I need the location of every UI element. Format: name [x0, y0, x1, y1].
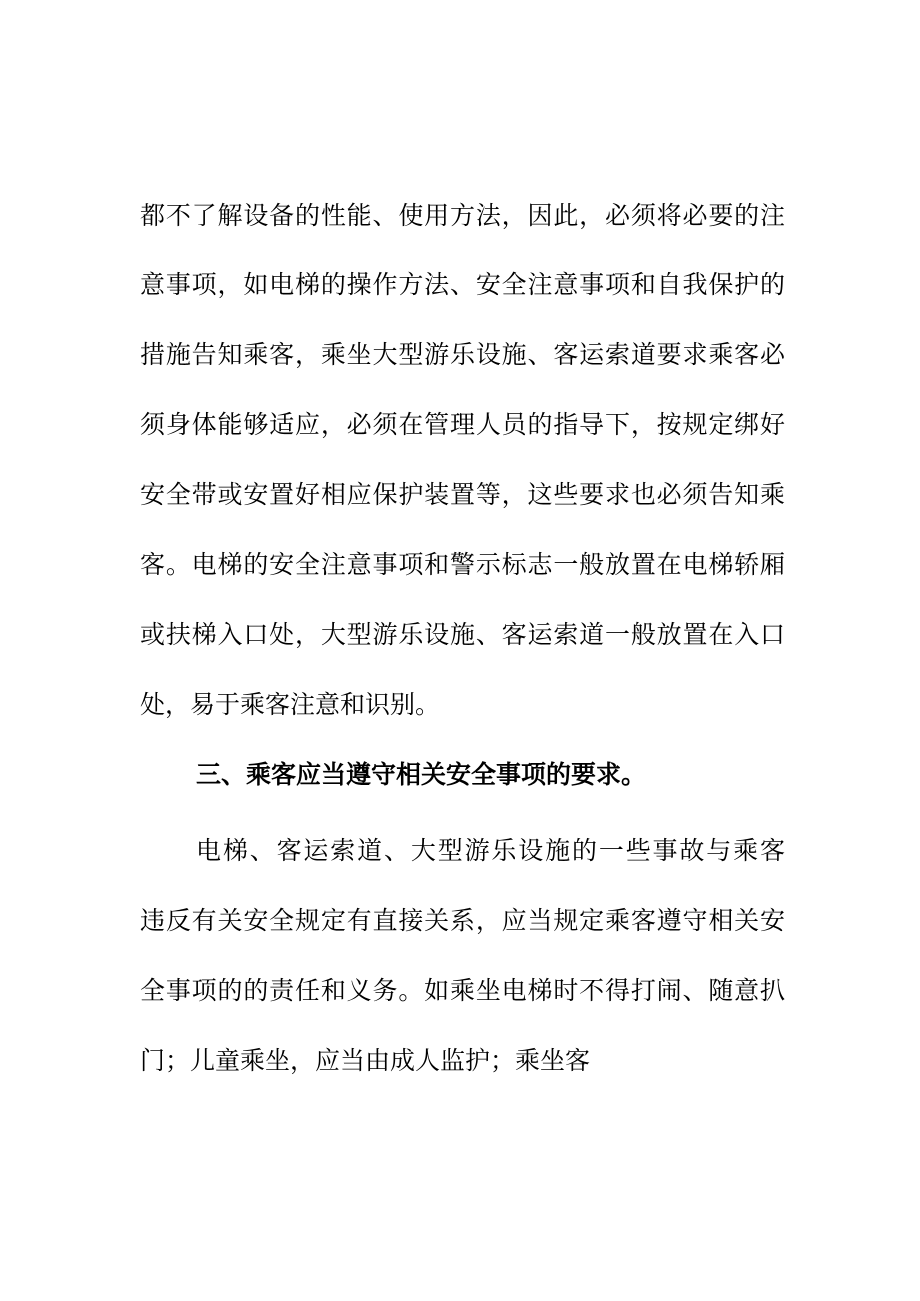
- paragraph-2-line-3: 全事项的的责任和义务。如乘坐电梯时不得打闹、随意扒: [140, 976, 785, 1005]
- paragraph-1-line-8: 处，易于乘客注意和识别。: [140, 690, 441, 719]
- paragraph-2-line-2: 违反有关安全规定有直接关系，应当规定乘客遵守相关安: [140, 906, 785, 935]
- paragraph-1-line-7: 或扶梯入口处，大型游乐设施、客运索道一般放置在入口: [140, 620, 785, 649]
- paragraph-2-line-4: 门；儿童乘坐，应当由成人监护；乘坐客: [140, 1046, 591, 1075]
- paragraph-1-line-5: 安全带或安置好相应保护装置等，这些要求也必须告知乘: [140, 480, 785, 509]
- paragraph-1-line-2: 意事项，如电梯的操作方法、安全注意事项和自我保护的: [140, 270, 785, 299]
- paragraph-1-line-6: 客。电梯的安全注意事项和警示标志一般放置在电梯轿厢: [140, 550, 785, 579]
- paragraph-1-line-4: 须身体能够适应，必须在管理人员的指导下，按规定绑好: [140, 410, 785, 439]
- paragraph-1-line-1: 都不了解设备的性能、使用方法，因此，必须将必要的注: [140, 201, 785, 230]
- section-heading: 三、乘客应当遵守相关安全事项的要求。: [196, 760, 647, 789]
- paragraph-2-line-1: 电梯、客运索道、大型游乐设施的一些事故与乘客: [196, 836, 785, 865]
- paragraph-1-line-3: 措施告知乘客，乘坐大型游乐设施、客运索道要求乘客必: [140, 340, 785, 369]
